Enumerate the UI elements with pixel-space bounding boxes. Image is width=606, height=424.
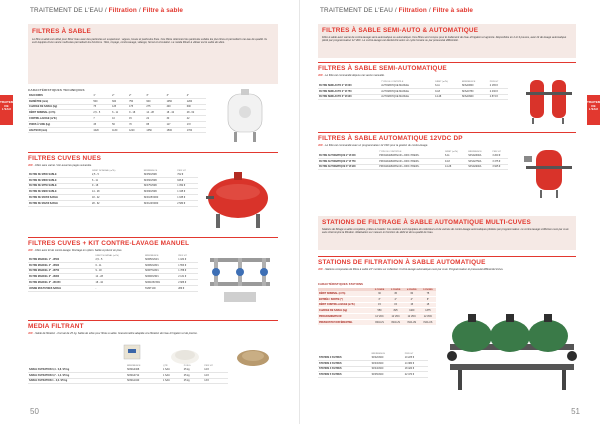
table-cell: SFM105V3R1 — [144, 280, 177, 286]
right-page — [300, 0, 606, 424]
table-cell: FILTRE SEMI-AUTO 2" Ø 600 — [318, 83, 380, 88]
table-cell: 12 VDC — [404, 314, 420, 320]
table-header-cell: DÉBIT NOMINAL (m³/h) — [92, 169, 116, 172]
coarse-sand-image — [236, 343, 270, 367]
table-cell: STATION 2 FILTRES — [318, 355, 371, 360]
table-cell: POIDS À VIDE (kg) — [28, 121, 92, 127]
table-cell: SVMT100 — [144, 285, 177, 291]
table-cell: 75 — [420, 291, 436, 296]
table-cell: 3" — [145, 93, 165, 98]
semi-auto-filter-image — [522, 74, 576, 126]
semi-table-desc — [318, 74, 518, 77]
table-cell: FILTRE MANUEL 3" - Ø900 — [28, 274, 95, 280]
table-cell: SFMG1020 — [126, 378, 162, 384]
table-cell: 702 € — [176, 172, 198, 177]
table-cell: 1130 — [111, 127, 128, 133]
table-cell: FILTRE MANUEL 2" - Ø750 — [28, 268, 95, 274]
table-cell: HAUTEUR (mm) — [28, 127, 92, 133]
table-cell: 1 052 € — [176, 183, 198, 189]
section-title-media: MEDIA FILTRANT — [28, 323, 84, 330]
divider — [318, 62, 576, 63]
table-cell: 7 — [92, 116, 111, 122]
red-sand-filter-image — [202, 168, 274, 230]
table-cell: SFF75V0R0 — [143, 183, 177, 189]
table-cell: RACCORDS — [28, 93, 92, 98]
table-cell: 42 — [186, 116, 206, 122]
table-cell: FILTRE NU Ø1050 SABLE — [28, 195, 91, 201]
ref-code: JCF — [318, 144, 324, 147]
table-cell: 6 - 11 — [111, 110, 128, 116]
table-cell: AUTOMATIQUE MANUEL — [380, 88, 434, 94]
filtres-description: Le filtre à sable est utilisé pour filtrer l'eau avec des particules en suspension : algues, boues et particules fines. Ces filtres retiennent les particules solides les plus fines et permettent une eau de qualité. Ils sont équipés d'une vanne multivoies permettant les fonctions : filtre, rinçage, contre-lavage, vidange, fermé et circulation. Le média filtrant à utiliser est le sable de silice. — [32, 38, 267, 45]
table-header-cell: 4 CUVES — [404, 288, 420, 291]
table-header-cell: QTÉ — [163, 364, 168, 367]
header-prefix: TRAITEMENT DE L'EAU / — [30, 7, 109, 14]
table-cell: INCLUS — [388, 319, 404, 325]
table-header-cell: RÉFÉRENCE — [144, 254, 159, 257]
table-cell: SFF120V0R0 — [143, 200, 177, 206]
table-cell: 2,5 - 5 — [91, 172, 143, 177]
table-cell: FILTRE NU Ø600 SABLE — [28, 177, 91, 183]
header-category: Filtration — [398, 7, 427, 14]
table-cell: 12 VDC — [388, 314, 404, 320]
contre-lavage-desc — [28, 249, 208, 252]
table-cell: SFS2C600 — [371, 355, 404, 360]
table-row — [28, 200, 198, 206]
table-cell: 125 — [111, 104, 128, 110]
side-tab: TRAITEMENT DE L'EAU — [587, 95, 600, 125]
header-separator: / — [426, 7, 433, 14]
table-cell: FILTRE AUTOMATIQUE 2" Ø 750 — [318, 158, 378, 164]
table-cell: 825 — [388, 308, 404, 314]
header-separator: / — [136, 7, 143, 14]
table-cell: 25 kg — [183, 367, 203, 372]
table-cell: 1200 — [186, 98, 206, 104]
ref-code: JCF — [318, 74, 324, 77]
table-cell: 6-11 — [434, 83, 461, 88]
table-cell: 1 345 € — [176, 189, 198, 195]
table-cell: 2 580 € — [176, 200, 198, 206]
table-cell: 2,5 - 5 — [95, 257, 144, 262]
table-header-cell: RÉFÉRENCE — [143, 169, 158, 172]
table-header-cell: PRIX HT — [204, 364, 213, 367]
table-cell: 2 686 € — [177, 280, 198, 286]
section-title-semi-auto: FILTRES À SABLE SEMI-AUTO & AUTOMATIQUE — [322, 27, 479, 34]
table-cell: STATION 5 FILTRES — [318, 372, 371, 378]
table-cell: SFF60V0R0 — [143, 177, 177, 183]
table-cell: SFF105V0R0 — [143, 195, 177, 201]
table-cell: 15 — [128, 116, 145, 122]
multi-description: Stations de filtrage à sable complètes, prêtes à installer. Ces stations sont équipées de collecteurs et de vannes de contre-lavage automatiques pilotées par programmateur. Le contre-lavage s'effectue cuve par cuve sans interrompre la filtration. Réalisation sur mesure en fonction du débit et de la qualité de l'eau. — [322, 228, 569, 235]
table-cell: CHARGE DE SABLE (kg) — [28, 104, 92, 110]
table-cell: SABLE FILTRATION 1 - 2,0 / 25 kg — [28, 378, 126, 384]
semi-table-desc-text: - Le filtre est commandé depuis une vanne manuelle. — [323, 74, 385, 77]
section-title-filtres: FILTRES À SABLE — [32, 28, 91, 35]
table-cell: PROGRAMMATEUR + DIFF. PRESS. — [378, 158, 444, 164]
divider — [28, 152, 278, 153]
table-header-cell: RÉFÉRENCE — [468, 150, 482, 153]
contre-lavage-desc-text: - Filtre avec kit de contre-lavage. Montage en option. Sable à prévoir en plus. — [33, 249, 123, 252]
table-cell: 3" — [166, 93, 186, 98]
table-cell: FILTRE NU Ø900 SABLE — [28, 189, 91, 195]
stations-desc — [318, 268, 576, 271]
table-cell: 22 — [145, 116, 165, 122]
table-cell: 2" — [111, 93, 128, 98]
page-number: 50 — [30, 407, 39, 416]
table-cell: 2" — [128, 93, 145, 98]
table-cell: FILTRE SEMI-AUTO 2" Ø 750 — [318, 88, 380, 94]
table-cell: 9-18 — [434, 88, 461, 94]
table-cell: 500 — [92, 98, 111, 104]
table-cell: - — [95, 285, 144, 291]
side-tab: TRAITEMENT DE L'EAU — [0, 95, 13, 125]
table-cell: 22 470 € — [404, 372, 428, 378]
divider — [28, 237, 278, 238]
table-cell: 2 131 € — [177, 274, 198, 280]
table-cell: SFSA0600A — [467, 153, 491, 158]
table-row — [318, 319, 436, 325]
table-cell: FILTRE AUTOMATIQUE 3" Ø 900 — [318, 164, 378, 170]
table-cell: 18 - 42 — [91, 195, 143, 201]
table-cell: 600 — [111, 98, 128, 104]
table-cell: PRESSOSTAT DIFFÉRENTIEL — [318, 319, 371, 325]
table-cell: 9 - 18 — [91, 183, 143, 189]
table-cell: 6 - 11 — [91, 177, 143, 183]
table-cell: SFSA0600 — [461, 83, 489, 88]
stations-desc-text: - Stations composées de filtres à sable 24" montés sur collecteur. Contre-lavage automatique cuve par cuve. Programmateur et pressostat différentiel inclus. — [323, 268, 504, 271]
ref-code: JCF — [28, 249, 34, 252]
table-header-cell: PRIX HT — [492, 150, 501, 153]
table-row — [28, 285, 198, 291]
table-cell: DÉBIT NOMINAL (m³/h) — [318, 291, 371, 296]
table-cell: 6" — [420, 296, 436, 302]
table-cell: FILTRE NU Ø750 SABLE — [28, 183, 91, 189]
table-cell: 14 380 € — [404, 360, 428, 366]
header-subcategory: Filtre à sable — [432, 7, 474, 14]
table-cell: STATION 3 FILTRES — [318, 360, 371, 366]
table-cell: 45 — [388, 291, 404, 296]
table-header-cell: 5 CUVES — [420, 288, 436, 291]
table-cell: 18 420 € — [404, 366, 428, 372]
cuves-nues-desc — [28, 164, 198, 167]
table-cell: SFSA0900 — [461, 94, 489, 100]
table-header-cell: 2 CUVES — [371, 288, 387, 291]
table-cell: SFM50V1R1 — [144, 257, 177, 262]
table-cell: 289 € — [177, 285, 198, 291]
table-cell: 15 — [420, 302, 436, 308]
table-cell: 4" — [388, 296, 404, 302]
table-cell: 1100 — [404, 308, 420, 314]
table-cell: CONTRE-LAVAGE (m³/h) — [28, 116, 92, 122]
semi-auto-description: Filtre à sable avec vanne de contre-lavage semi-automatique ou automatique. Ces filtres sont conçus pour le traitement de l'eau d'irrigation et agricole. Disponibles en 2 et 3 pouces, avec kit de lavage automatique piloté par programmateur 12 VDC. Le contre-lavage est déclenché selon un cycle horaire ou par pressostat différentiel. — [322, 36, 567, 43]
table-cell: 45 — [92, 121, 111, 127]
table-cell: 1 935 € — [176, 195, 198, 201]
table-cell: SABLE FILTRATION 0,7 - 1,2 / 25 kg — [28, 372, 126, 378]
ref-code: JCF — [28, 332, 34, 335]
table-cell: 1350 — [145, 127, 165, 133]
table-cell: INCLUS — [420, 319, 436, 325]
page-header — [320, 7, 473, 14]
contre-lavage-table — [28, 254, 198, 292]
table-cell: 30 — [371, 291, 387, 296]
media-desc-text: - Sable de filtration - Format de 25 kg. Sable de silice pour filtres à sable. Granulométrie adaptée à la filtration de l'eau d'irrigation et de piscine. — [33, 332, 198, 335]
table-cell: 4" — [186, 93, 206, 98]
section-title-stations: STATIONS DE FILTRATION À SABLE AUTOMATIQUE — [318, 259, 486, 266]
table-header-cell: RÉFÉRENCE — [371, 352, 386, 355]
table-cell: 9 - 18 — [128, 110, 145, 116]
sand-filter-tank-image — [224, 88, 266, 144]
table-cell: 12 VDC — [420, 314, 436, 320]
table-cell: 15 — [371, 302, 387, 308]
table-cell: 2 165 € — [489, 83, 508, 88]
table-header-cell: DÉBIT (m³/h) — [435, 80, 448, 83]
table-cell: 2,5 - 5 — [92, 110, 111, 116]
specs-title: CARACTÉRISTIQUES TECHNIQUES — [28, 88, 85, 92]
table-cell: 25 kg — [183, 378, 203, 384]
table-cell: 15 — [388, 302, 404, 308]
filtration-station-image — [442, 284, 578, 396]
table-cell: PROGRAMMATEUR — [318, 314, 371, 320]
section-title-semi-table: FILTRES À SABLE SEMI-AUTOMATIQUE — [318, 65, 447, 72]
table-cell: SFM90V3R1 — [144, 274, 177, 280]
table-cell: 1 SAC — [162, 378, 183, 384]
stations-spec-title: CARACTÉRISTIQUES STATIONS — [318, 283, 364, 286]
table-cell: VANNE MULTIVOIES SABLE — [28, 285, 95, 291]
table-cell: 2 430 € — [489, 88, 508, 94]
table-header-cell: RÉFÉRENCE — [127, 364, 141, 367]
auto-filter-image — [522, 146, 576, 200]
table-cell: 12 € — [203, 372, 228, 378]
table-cell: 1" — [92, 93, 111, 98]
table-row — [28, 378, 228, 384]
table-header-cell: PRIX HT — [177, 169, 186, 172]
table-cell: 275 — [145, 104, 165, 110]
table-cell: PROGRAMMATEUR + DIFF. PRESS. — [378, 153, 444, 158]
table-header-cell: POIDS — [183, 364, 191, 367]
table-cell: DIAMÈTRE (mm) — [28, 98, 92, 104]
table-cell: 1020 — [92, 127, 111, 133]
table-cell: FILTRE MANUEL 1" - Ø500 — [28, 257, 95, 262]
specs-table — [28, 93, 206, 133]
table-cell: 6 - 11 — [95, 262, 144, 268]
table-header-cell: RÉFÉRENCE — [461, 80, 476, 83]
table-cell: 1 788 € — [177, 268, 198, 274]
table-cell: 14-28 — [434, 94, 461, 100]
table-cell: 15 — [404, 302, 420, 308]
table-cell: 10 225 € — [404, 355, 428, 360]
table-cell: AUTOMATIQUE MANUEL — [380, 83, 434, 88]
table-cell: 6-11 — [444, 153, 467, 158]
table-cell: FILTRE NU Ø1200 SABLE — [28, 200, 91, 206]
table-cell: SFMG0712 — [126, 372, 162, 378]
table-cell: INCLUS — [371, 319, 387, 325]
stations-price-table — [318, 352, 428, 378]
table-cell: STATION 4 FILTRES — [318, 366, 371, 372]
section-title-auto-table: FILTRES À SABLE AUTOMATIQUE 12VDC DP — [318, 135, 463, 142]
table-cell: 28 - 62 — [186, 110, 206, 116]
section-title-cuves-nues: FILTRES CUVES NUES — [28, 155, 102, 162]
table-header-cell: PRIX HT — [404, 352, 414, 355]
table-header-cell: DÉBIT NOMINAL (m³/h) — [95, 254, 119, 257]
media-table — [28, 364, 228, 384]
table-cell: DÉBIT CONTRE-LAVAGE (m³/h) — [318, 302, 371, 308]
table-cell: FILTRE SEMI-AUTO 3" Ø 900 — [318, 94, 380, 100]
table-cell: 56 — [111, 121, 128, 127]
section-title-contre-lavage: FILTRES CUVES + KIT CONTRE-LAVAGE MANUEL — [28, 240, 190, 247]
table-cell: 1375 — [420, 308, 436, 314]
table-cell: SFSA0750A — [467, 158, 491, 164]
ref-code: JCF — [28, 164, 34, 167]
table-cell: 1 SAC — [162, 367, 183, 372]
section-title-multi: STATIONS DE FILTRAGE À SABLE AUTOMATIQUE MULTI-CUVES — [322, 219, 531, 226]
table-header-cell: DÉBIT (m³/h) — [445, 150, 458, 153]
auto-table-desc — [318, 144, 548, 147]
table-cell: DÉBIT NOMINAL (m³/h) — [28, 110, 92, 116]
sand-bag-icon — [120, 343, 144, 361]
table-cell: 1500 — [166, 127, 186, 133]
header-prefix: TRAITEMENT DE L'EAU / — [320, 7, 399, 14]
table-cell: 3 475 € — [491, 158, 508, 164]
table-cell: 1220 — [128, 127, 145, 133]
table-header-cell: TYPE DE CONTRÔLE — [381, 80, 404, 83]
table-cell: 14 - 28 — [145, 110, 165, 116]
table-cell: 3 200 € — [491, 153, 508, 158]
table-cell: SABLE FILTRATION 0,4 - 0,8 / 25 kg — [28, 367, 126, 372]
table-cell: 28 - 62 — [91, 200, 143, 206]
table-header-cell: PRIX HT — [489, 80, 499, 83]
table-cell: 400 — [166, 104, 186, 110]
table-header-cell: 3 CUVES — [388, 288, 404, 291]
table-cell: 18 - 42 — [166, 110, 186, 116]
table-cell: AUTOMATIQUE MANUEL — [380, 94, 434, 100]
table-cell: FILTRE MANUEL 3" - Ø1050 — [28, 280, 95, 286]
table-row — [318, 94, 508, 100]
table-cell: ENTRÉE / SORTIE (") — [318, 296, 371, 302]
semi-auto-table — [318, 80, 508, 100]
table-row — [28, 127, 206, 133]
table-cell: FILTRE NU Ø500 SABLE — [28, 172, 91, 177]
table-cell: 1050 — [166, 98, 186, 104]
table-cell: 3" — [371, 296, 387, 302]
stations-spec-table — [318, 288, 436, 326]
table-cell: SFMG0408 — [126, 367, 162, 372]
table-cell: 175 — [128, 104, 145, 110]
table-cell: 18 - 42 — [95, 280, 144, 286]
table-cell: 600 — [186, 104, 206, 110]
auto-table-desc-text: - Le filtre est commandé avec un programmateur 12 VDC pour la gestion du contre-lavage. — [323, 144, 429, 147]
table-cell: 14 - 28 — [91, 189, 143, 195]
divider — [318, 256, 576, 257]
table-cell: 13 € — [203, 378, 228, 384]
page-number: 51 — [571, 407, 580, 416]
table-cell: 946 € — [176, 177, 198, 183]
table-cell: 172 — [186, 121, 206, 127]
table-cell: 12 VDC — [371, 314, 387, 320]
backwash-kit-image — [204, 252, 276, 306]
header-subcategory: Filtre à sable — [142, 7, 184, 14]
table-header-cell: TYPE DE CONTRÔLE — [379, 150, 402, 153]
table-cell: SFF50V0R0 — [143, 172, 177, 177]
table-cell: SFS4C600 — [371, 366, 404, 372]
divider — [318, 132, 576, 133]
table-cell: 1 553 € — [177, 262, 198, 268]
white-sand-image — [170, 343, 200, 365]
header-category: Filtration — [108, 7, 137, 14]
table-cell: SFSA0900A — [467, 164, 491, 170]
table-row — [318, 372, 428, 378]
table-cell: 550 — [371, 308, 387, 314]
table-cell: 75 — [92, 104, 111, 110]
table-cell: 25 kg — [183, 372, 203, 378]
ref-code: JCF — [318, 268, 324, 271]
table-cell: FILTRE AUTOMATIQUE 2" Ø 600 — [318, 153, 378, 158]
table-cell: 9-18 — [444, 158, 467, 164]
left-page — [0, 0, 300, 424]
table-cell: 9 - 18 — [95, 268, 144, 274]
table-cell: 4" — [404, 296, 420, 302]
table-cell: SFS5C600 — [371, 372, 404, 378]
table-cell: SFS3C600 — [371, 360, 404, 366]
table-cell: 1 SAC — [162, 372, 183, 378]
table-cell: 14 - 28 — [95, 274, 144, 280]
table-cell: SFM60V2R1 — [144, 262, 177, 268]
table-cell: SFF90V0R0 — [143, 189, 177, 195]
table-cell: 900 — [145, 98, 165, 104]
table-cell: 10 — [111, 116, 128, 122]
table-cell: 3 925 € — [491, 164, 508, 170]
table-cell: PROGRAMMATEUR + DIFF. PRESS. — [378, 164, 444, 170]
table-cell: 117 — [166, 121, 186, 127]
cuves-nues-desc-text: - Filtre sans vanne. Voir aussi les pages suivantes. — [33, 164, 92, 167]
table-cell: 12 € — [203, 367, 228, 372]
table-cell: 1700 — [186, 127, 206, 133]
table-cell: 1 184 € — [177, 257, 198, 262]
table-cell: SFM75V2R1 — [144, 268, 177, 274]
table-header-cell: PRIX HT — [178, 254, 187, 257]
table-row — [318, 164, 508, 170]
table-cell: 70 — [128, 121, 145, 127]
page-header — [30, 7, 183, 14]
table-cell: 30 — [166, 116, 186, 122]
table-cell: 88 — [145, 121, 165, 127]
table-cell: 14-28 — [444, 164, 467, 170]
divider — [28, 320, 278, 321]
table-cell: 60 — [404, 291, 420, 296]
table-cell: 750 — [128, 98, 145, 104]
cuves-nues-table — [28, 169, 198, 207]
table-cell: CHARGE DE SABLE (kg) — [318, 308, 371, 314]
table-cell: 2 874 € — [489, 94, 508, 100]
table-cell: SFSA0750 — [461, 88, 489, 94]
auto-table — [318, 150, 508, 170]
media-desc — [28, 332, 278, 335]
table-cell: INCLUS — [404, 319, 420, 325]
table-cell: FILTRE MANUEL 2" - Ø600 — [28, 262, 95, 268]
